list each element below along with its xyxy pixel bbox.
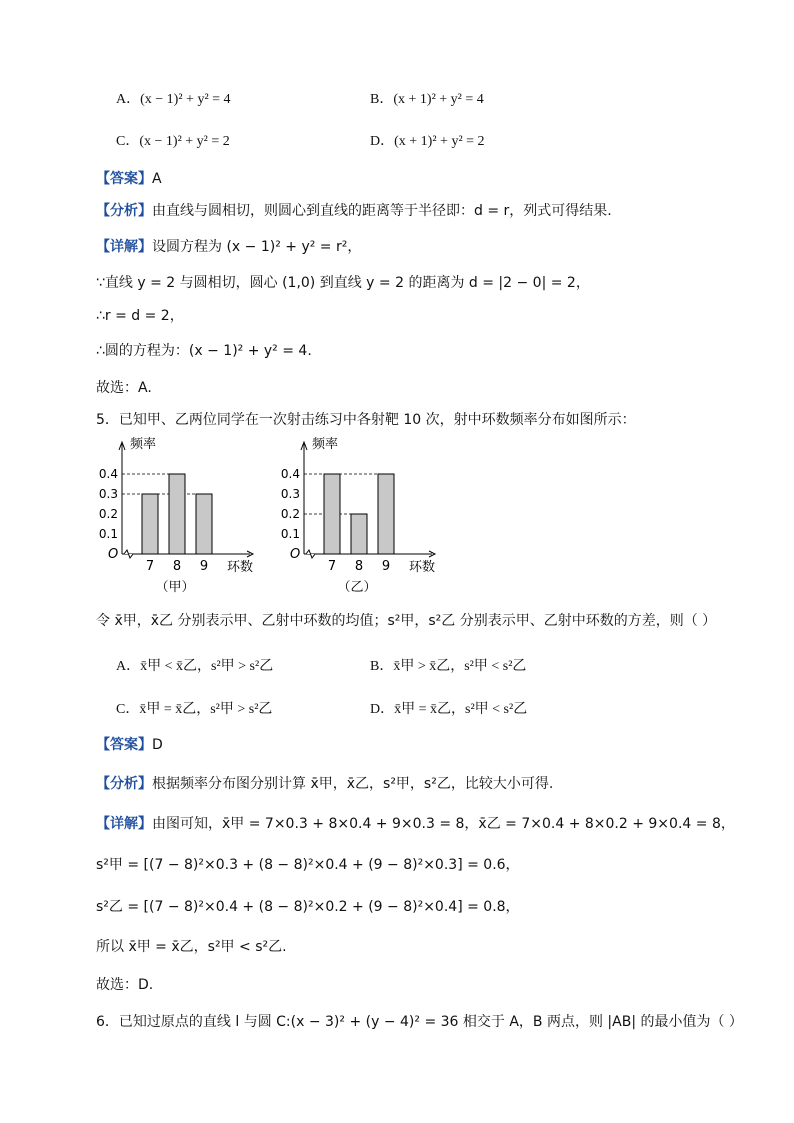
option-label: D． <box>370 134 395 149</box>
option-text: x̄甲 > x̄乙，s²甲 < s²乙 <box>393 659 527 674</box>
bar-8 <box>169 474 185 554</box>
option-text: (x − 1)² + y² = 2 <box>139 134 230 149</box>
q5-option-d <box>370 698 527 718</box>
y-tick-label: 0.2 <box>98 507 118 521</box>
answer-tag: 【答案】 <box>96 737 152 753</box>
q4-detail-3: ∴r = d = 2， <box>96 308 184 324</box>
detail-tag: 【详解】 <box>96 816 152 832</box>
option-text: (x + 1)² + y² = 4 <box>393 92 484 107</box>
x-tick-label: 7 <box>327 559 337 574</box>
x-tick-label: 8 <box>172 559 182 574</box>
detail-tag: 【详解】 <box>96 239 152 255</box>
q5-conclusion: 故选：D. <box>96 977 154 993</box>
y-tick-label: 0.4 <box>280 467 300 481</box>
detail-text: 由图可知，x̄甲 = 7×0.3 + 8×0.4 + 9×0.3 = 8，x̄乙 = 7×0.4 + 8×0.2 + 9×0.4 = 8， <box>152 816 735 832</box>
q5-analysis <box>96 774 553 794</box>
q5-question: 令 x̄甲，x̄乙 分别表示甲、乙射中环数的均值；s²甲，s²乙 分别表示甲、乙射中环数的方差，则（ ） <box>96 613 717 629</box>
analysis-text: 根据频率分布图分别计算 x̄甲，x̄乙，s²甲，s²乙，比较大小可得. <box>152 776 554 792</box>
y-tick-label: 0.4 <box>98 467 118 481</box>
q5-detail-2: s²甲 = [(7 − 8)²×0.3 + (8 − 8)²×0.4 + (9 − 8)²×0.3] = 0.6， <box>96 857 520 873</box>
option-label: A． <box>116 659 141 674</box>
chart-caption: （甲） <box>155 580 195 595</box>
y-tick-label: 0.3 <box>280 487 300 501</box>
analysis-text: 由直线与圆相切，则圆心到直线的距离等于半径即：d = r，列式可得结果. <box>152 203 612 219</box>
bar-8 <box>351 514 367 554</box>
q5-detail-4: 所以 x̄甲 = x̄乙，s²甲 < s²乙. <box>96 939 287 955</box>
option-label: B． <box>370 92 394 107</box>
chart-caption: （乙） <box>337 580 377 595</box>
q4-analysis <box>96 201 612 221</box>
q5-detail-1 <box>96 814 735 834</box>
option-text: (x − 1)² + y² = 4 <box>140 92 231 107</box>
q4-option-d <box>370 130 485 150</box>
x-tick-label: 8 <box>354 559 364 574</box>
option-label: D． <box>370 702 395 717</box>
q5-option-b <box>370 655 526 675</box>
detail-text: 设圆方程为 (x − 1)² + y² = r²， <box>152 239 362 255</box>
option-label: C． <box>116 702 140 717</box>
option-text: x̄甲 = x̄乙，s²甲 < s²乙 <box>394 702 528 717</box>
option-label: B． <box>370 659 394 674</box>
y-tick-label: 0.2 <box>280 507 300 521</box>
x-tick-label: 7 <box>145 559 155 574</box>
x-axis-label: 环数 <box>409 560 436 575</box>
analysis-tag: 【分析】 <box>96 203 152 219</box>
q6-stem: 6．已知过原点的直线 l 与圆 C:(x − 3)² + (y − 4)² = 36 相交于 A，B 两点，则 |AB| 的最小值为（ ） <box>96 1014 743 1030</box>
origin-label: O <box>290 547 301 562</box>
chart-jia <box>96 436 276 606</box>
q5-answer <box>96 735 163 755</box>
chart-yi <box>278 436 458 606</box>
q5-option-a <box>116 655 273 675</box>
q4-detail-2: ∵直线 y = 2 与圆相切，圆心 (1,0) 到直线 y = 2 的距离为 d = |2 − 0| = 2， <box>96 275 590 291</box>
bar-7 <box>324 474 340 554</box>
axis-break <box>124 550 133 558</box>
q4-option-a <box>116 88 231 108</box>
option-text: x̄甲 < x̄乙，s²甲 > s²乙 <box>140 659 274 674</box>
x-axis-label: 环数 <box>227 560 254 575</box>
q4-detail-1 <box>96 237 361 257</box>
option-text: (x + 1)² + y² = 2 <box>394 134 485 149</box>
y-axis-label: 频率 <box>130 437 157 452</box>
answer-tag: 【答案】 <box>96 171 152 187</box>
option-label: C． <box>116 134 140 149</box>
origin-label: O <box>108 547 119 562</box>
q4-conclusion: 故选：A. <box>96 380 152 396</box>
y-tick-label: 0.3 <box>98 487 118 501</box>
x-tick-label: 9 <box>381 559 391 574</box>
y-tick-label: 0.1 <box>280 527 300 541</box>
bar-9 <box>196 494 212 554</box>
q5-stem: 5．已知甲、乙两位同学在一次射击练习中各射靶 10 次，射中环数频率分布如图所示： <box>96 412 636 428</box>
q5-option-c <box>116 698 272 718</box>
y-axis-label: 频率 <box>312 437 339 452</box>
analysis-tag: 【分析】 <box>96 776 152 792</box>
q4-answer <box>96 169 162 189</box>
q5-detail-3: s²乙 = [(7 − 8)²×0.4 + (8 − 8)²×0.2 + (9 − 8)²×0.4] = 0.8， <box>96 899 520 915</box>
option-label: A． <box>116 92 141 107</box>
bar-9 <box>378 474 394 554</box>
answer-value: D <box>152 737 163 753</box>
y-tick-label: 0.1 <box>98 527 118 541</box>
q4-detail-4: ∴圆的方程为：(x − 1)² + y² = 4. <box>96 343 312 359</box>
bar-7 <box>142 494 158 554</box>
answer-value: A <box>152 171 162 187</box>
q4-option-b <box>370 88 484 108</box>
axis-break <box>306 550 315 558</box>
option-text: x̄甲 = x̄乙，s²甲 > s²乙 <box>139 702 273 717</box>
q4-option-c <box>116 130 230 150</box>
x-tick-label: 9 <box>199 559 209 574</box>
